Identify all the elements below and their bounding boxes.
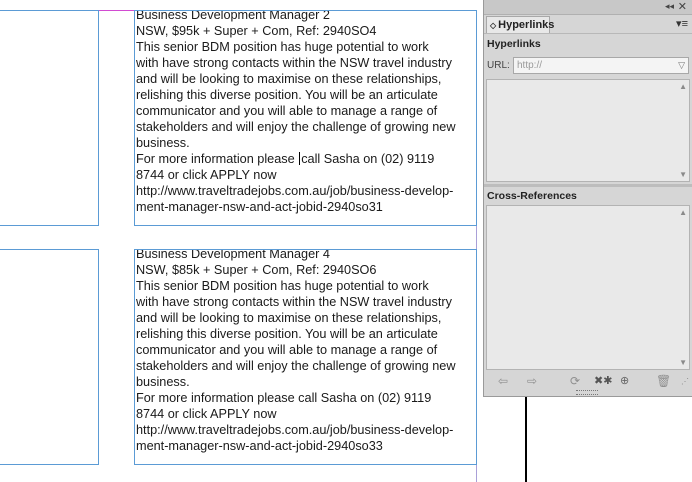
text-line: stakeholders and will enjoy the challenge of growing new xyxy=(136,120,456,134)
next-arrow-icon[interactable]: ⇨ xyxy=(527,374,538,388)
delete-icon[interactable]: 🗑 xyxy=(656,374,672,388)
text-line: 8744 or click APPLY now xyxy=(136,168,277,182)
previous-arrow-icon[interactable]: ⇦ xyxy=(498,374,509,388)
text-line xyxy=(0,39,92,55)
text-line: NSW, $95k + Super + Com, Ref: 2940SO4 xyxy=(136,24,377,38)
scroll-up-icon[interactable]: ▲ xyxy=(679,208,687,217)
text-line xyxy=(0,406,92,422)
text-frame-left-2[interactable] xyxy=(0,249,99,465)
text-line: This senior BDM position has huge potential to work xyxy=(136,40,429,54)
url-placeholder: http:// xyxy=(517,60,543,71)
text-line: and will be looking to maximise on these relationships, xyxy=(136,72,442,86)
text-line xyxy=(0,151,92,167)
text-line: communicator and you will able to manage a range of xyxy=(136,104,438,118)
text-line xyxy=(0,119,92,135)
vertical-rule xyxy=(525,396,527,482)
section-splitter[interactable] xyxy=(484,184,692,187)
go-to-source-icon[interactable]: ✖✱ xyxy=(594,375,613,387)
text-line xyxy=(0,249,92,262)
go-to-destination-icon[interactable]: ⊕ xyxy=(620,375,630,387)
text-line xyxy=(0,326,92,342)
resize-grip-icon[interactable]: ⋰ xyxy=(681,377,689,386)
text-line xyxy=(0,167,92,183)
text-line: http://www.traveltradejobs.com.au/job/business-develop- xyxy=(136,423,454,437)
tab-label: Hyperlinks xyxy=(498,19,555,31)
scroll-up-icon[interactable]: ▲ xyxy=(679,82,687,91)
text-line: business. xyxy=(136,375,190,389)
text-line xyxy=(0,310,92,326)
panel-tab-bar xyxy=(484,15,692,34)
text-line: ment-manager-nsw-and-act-jobid-2940so31 xyxy=(136,200,383,214)
text-line: For more information please call Sasha on (02) 9119 xyxy=(136,391,432,405)
text-line xyxy=(0,87,92,103)
hyperlinks-list[interactable] xyxy=(486,79,690,182)
panel-bottom-toolbar xyxy=(484,373,691,389)
text-line xyxy=(0,294,92,310)
text-line: business. xyxy=(136,136,190,150)
close-icon[interactable]: ✕ xyxy=(677,1,687,13)
job-title: Business Development Manager 4 xyxy=(136,249,330,261)
text-line xyxy=(0,278,92,294)
text-frame-left-1[interactable] xyxy=(0,10,99,226)
text-line: with have strong contacts within the NSW travel industry xyxy=(136,56,452,70)
scroll-down-icon[interactable]: ▼ xyxy=(679,170,687,179)
text-line xyxy=(0,262,92,278)
text-line: with have strong contacts within the NSW travel industry xyxy=(136,295,452,309)
text-line xyxy=(0,103,92,119)
text-line: and will be looking to maximise on these relationships, xyxy=(136,311,442,325)
text-line: communicator and you will able to manage a range of xyxy=(136,343,438,357)
panel-title-bar[interactable] xyxy=(484,0,692,15)
panel-drag-handle[interactable] xyxy=(576,390,598,395)
text-segment: call Sasha on (02) 9119 xyxy=(301,152,435,166)
text-frame-job-2[interactable] xyxy=(134,10,477,226)
text-line: http://www.traveltradejobs.com.au/job/business-develop- xyxy=(136,184,454,198)
panel-menu-icon[interactable]: ▾≡ xyxy=(676,18,688,30)
text-line xyxy=(0,23,92,39)
text-line xyxy=(0,358,92,374)
scroll-down-icon[interactable]: ▼ xyxy=(679,358,687,367)
text-line xyxy=(0,342,92,358)
url-row xyxy=(487,56,689,76)
text-line: ment-manager-nsw-and-act-jobid-2940so33 xyxy=(136,439,383,453)
text-line: relishing this diverse position. You will be an articulate xyxy=(136,88,438,102)
tab-expand-icon: ◇ xyxy=(490,21,497,30)
update-icon[interactable]: ⟳ xyxy=(570,374,581,388)
text-segment: For more information please xyxy=(136,152,299,166)
text-line xyxy=(0,422,92,438)
job-title: Business Development Manager 2 xyxy=(136,10,330,22)
url-label: URL: xyxy=(487,60,510,71)
text-line xyxy=(0,10,92,23)
chevron-down-icon[interactable]: ▽ xyxy=(678,60,685,70)
hyperlinks-section-title: Hyperlinks xyxy=(487,38,541,50)
cross-references-section-title: Cross-References xyxy=(487,190,577,202)
text-line: relishing this diverse position. You will be an articulate xyxy=(136,327,438,341)
text-line: stakeholders and will enjoy the challenge of growing new xyxy=(136,359,456,373)
text-line-with-caret xyxy=(136,151,476,167)
tab-hyperlinks[interactable] xyxy=(486,16,555,33)
text-line xyxy=(0,135,92,151)
collapse-panel-icon[interactable]: ◂◂ xyxy=(664,1,674,11)
text-line: 8744 or click APPLY now xyxy=(136,407,277,421)
text-line: NSW, $85k + Super + Com, Ref: 2940SO6 xyxy=(136,263,377,277)
url-input[interactable] xyxy=(513,57,689,74)
text-line xyxy=(0,390,92,406)
text-frame-job-4[interactable] xyxy=(134,249,477,465)
text-line xyxy=(0,374,92,390)
hyperlinks-panel xyxy=(483,0,692,397)
text-line xyxy=(0,55,92,71)
text-line xyxy=(0,183,92,199)
text-line: This senior BDM position has huge potential to work xyxy=(136,279,429,293)
cross-references-list[interactable] xyxy=(486,205,690,370)
text-line xyxy=(0,71,92,87)
